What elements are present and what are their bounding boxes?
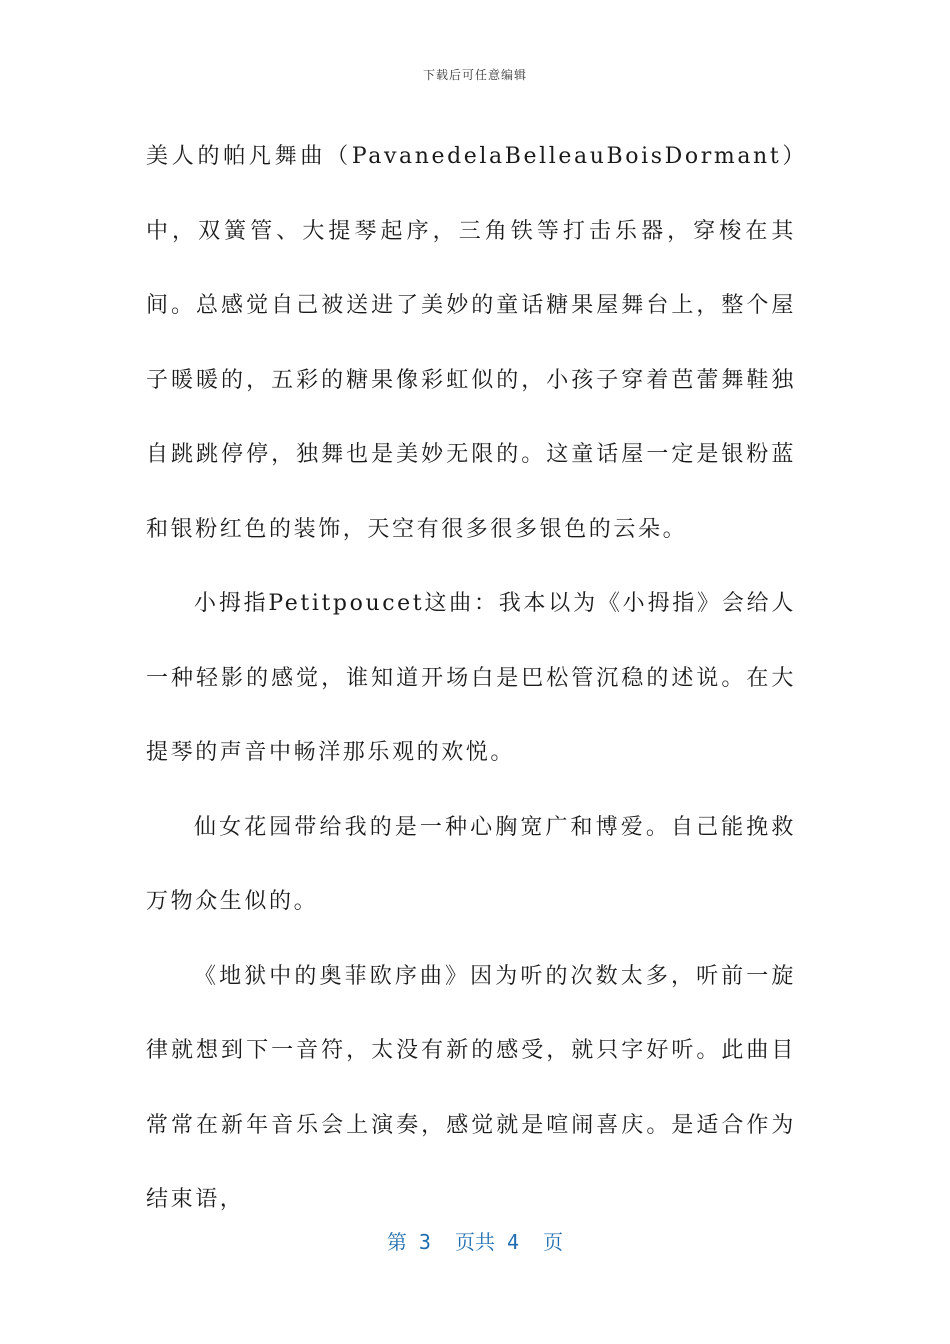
document-body — [146, 120, 796, 1238]
page-header-note: 下载后可任意编辑 — [422, 68, 527, 82]
paragraph: 小拇指Petitpoucet这曲：我本以为《小拇指》会给人一种轻影的感觉，谁知道开场白是巴松管沉稳的述说。在大提琴的声音中畅洋那乐观的欢悦。 — [146, 591, 796, 765]
paragraph: 美人的帕凡舞曲（PavanedelaBelleauBoisDormant）中，双簧管、大提琴起序，三角铁等打击乐器，穿梭在其间。总感觉自己被送进了美妙的童话糖果屋舞台上，整个屋子暖暖的，五彩的糖果像彩虹似的，小孩子穿着芭蕾舞鞋独自跳跳停停，独舞也是美妙无限的。这童话屋一定是银粉蓝和银粉红色的装饰，天空有很多很多银色的云朵。 — [146, 144, 796, 542]
paragraph: 仙女花园带给我的是一种心胸宽广和博爱。自己能挽救万物众生似的。 — [146, 814, 796, 914]
paragraph: 《地狱中的奥菲欧序曲》因为听的次数太多，听前一旋律就想到下一音符，太没有新的感受，就只字好听。此曲目常常在新年音乐会上演奏，感觉就是喧闹喜庆。是适合作为结束语， — [146, 963, 796, 1212]
page-number-footer: 第 3 页共 4 页 — [386, 1230, 564, 1254]
